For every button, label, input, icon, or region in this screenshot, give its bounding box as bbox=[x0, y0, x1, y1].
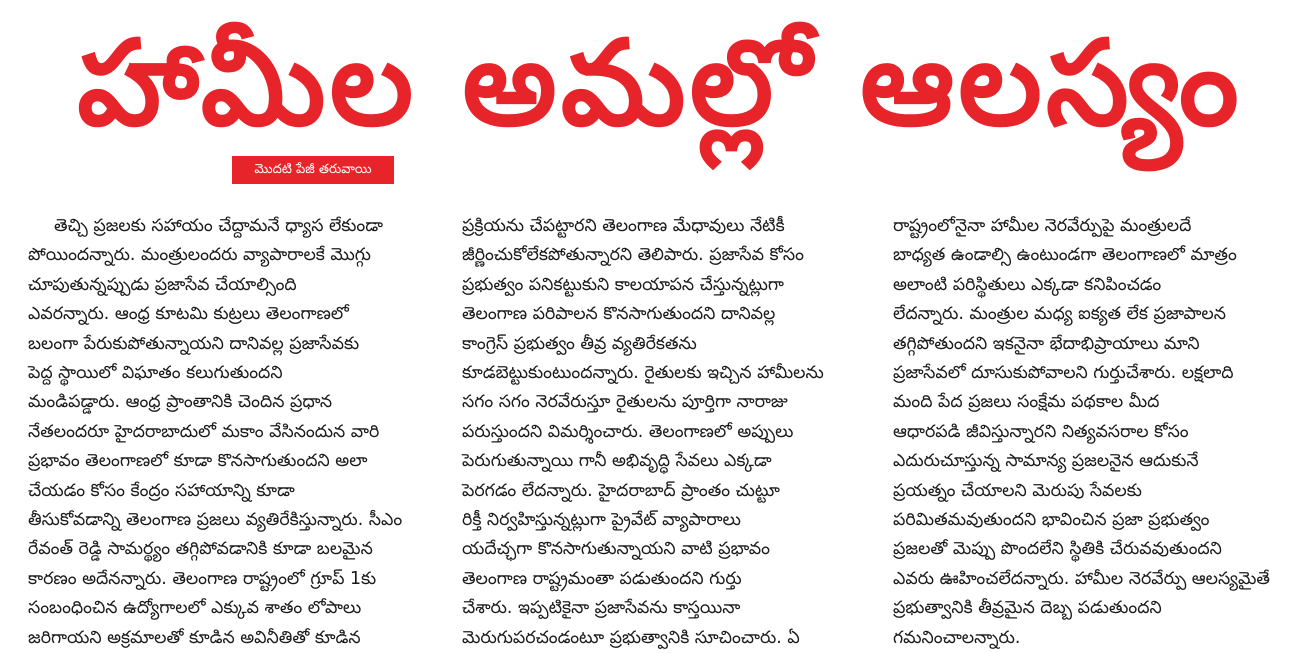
article-line: మండిపడ్డారు. ఆంధ్ర ప్రాంతానికి చెందిన ప్రధాన bbox=[28, 392, 333, 413]
article-line: రిక్తీ నిర్వహిస్తున్నట్లుగా ప్రైవేట్ వ్యాపారాలు bbox=[462, 510, 741, 531]
article-line: ప్రక్రియను చేపట్టారని తెలంగాణ మేధావులు నేటికీ bbox=[462, 216, 785, 236]
article-line: లేదన్నారు. మంత్రుల మధ్య ఐక్యత లేక ప్రజాపాలన bbox=[893, 304, 1226, 325]
article-column-3 bbox=[893, 212, 1297, 648]
article-line: పెరగడం లేదన్నారు. హైదరాబాద్ ప్రాంతం చుట్టూ bbox=[462, 480, 780, 501]
article-line: ప్రభుత్వం పనికట్టుకుని కాలయాపన చేస్తున్నట్లుగా bbox=[462, 274, 784, 295]
article-line: ఎవరు ఊహించలేదన్నారు. హామీల నెరవేర్పు ఆలస్యమైతే bbox=[893, 568, 1270, 589]
article-line: తగ్గిపోతుందని ఇకనైనా భేదాభిప్రాయాలు మాని bbox=[893, 333, 1200, 354]
article-line: యదేచ్ఛగా కొనసాగుతున్నాయని వాటి ప్రభావం bbox=[462, 539, 770, 560]
article-line: ప్రజలతో మెప్పు పొందలేని స్థితికి చేరువవుతుందని bbox=[893, 539, 1222, 560]
article-line: ప్రభావం తెలంగాణలో కూడా కొనసాగుతుందని అలా bbox=[28, 451, 368, 472]
continued-from-front-page-tag: మొదటి పేజీ తరువాయి bbox=[232, 156, 394, 184]
article-line: పెద్ద స్థాయిలో విఘాతం కలుగుతుందని bbox=[28, 363, 283, 384]
article-line: మంది పేద ప్రజలు సంక్షేమ పథకాల మీద bbox=[893, 392, 1160, 413]
article-line: రేవంత్ రెడ్డి సామర్థ్యం తగ్గిపోవడానికి కూడా బలమైన bbox=[28, 539, 373, 560]
article-line: తెలంగాణ రాష్ట్రమంతా పడుతుందని గుర్తు bbox=[462, 568, 742, 589]
article-column-1 bbox=[28, 212, 444, 648]
headline: హామీల అమల్లో ఆలస్యం bbox=[77, 14, 1243, 152]
article-line: కారణం అదేనన్నారు. తెలంగాణ రాష్ట్రంలో గ్రూప్ 1కు bbox=[28, 568, 377, 589]
article-line: జరిగాయని అక్రమాలతో కూడిన అవినీతితో కూడిన bbox=[28, 627, 361, 648]
article-line: ఆధారపడి జీవిస్తున్నారని నిత్యవసరాల కోసం bbox=[893, 421, 1189, 442]
article-line: తెచ్చి ప్రజలకు సహాయం చేద్దామనే ధ్యాస లేకుండా bbox=[54, 216, 383, 236]
article-line: పెరుగుతున్నాయి గానీ అభివృద్ధి సేవలు ఎక్కడా bbox=[462, 451, 772, 472]
article-line: మెరుగుపరచండంటూ ప్రభుత్వానికి సూచించారు. ఏ bbox=[462, 627, 800, 648]
article-line: ప్రజాసేవలో దూసుకుపోవాలని గుర్తుచేశారు. లక్షలాది bbox=[893, 363, 1234, 384]
article-line: కాంగ్రెస్ ప్రభుత్వం తీవ్ర వ్యతిరేకతను bbox=[462, 333, 697, 354]
article-line: చేయడం కోసం కేంద్రం సహాయాన్ని కూడా bbox=[28, 480, 295, 501]
article-line: గమనించాలన్నారు. bbox=[893, 627, 1021, 648]
article-line: పరుస్తుందని విమర్శించారు. తెలంగాణలో అప్పులు bbox=[462, 421, 794, 442]
article-line: అలాంటి పరిస్థితులు ఎక్కడా కనిపించడం bbox=[893, 274, 1162, 295]
article-line: కూడబెట్టుకుంటుందన్నారు. రైతులకు ఇచ్చిన హామీలను bbox=[462, 363, 824, 384]
article-line: తెలంగాణ పరిపాలన కొనసాగుతుందని దానివల్ల bbox=[462, 304, 776, 325]
article-line: ప్రయత్నం చేయాలని మెరుపు సేవలకు bbox=[893, 480, 1142, 501]
article-line: ఎవరన్నారు. ఆంధ్ర కూటమి కుట్రలు తెలంగాణలో bbox=[28, 304, 349, 325]
article-line: సగం సగం నెరవేరుస్తూ రైతులను పూర్తిగా నారాజు bbox=[462, 392, 788, 413]
article-line: రాష్ట్రంలోనైనా హామీల నెరవేర్పుపై మంత్రులదే bbox=[893, 216, 1192, 236]
article-line: బలంగా పేరుకుపోతున్నాయని దానివల్ల ప్రజాసేవకు bbox=[28, 333, 360, 354]
article-line: తీసుకోవడాన్ని తెలంగాణ ప్రజలు వ్యతిరేకిస్తున్నారు. సీఎం bbox=[28, 510, 403, 531]
article-line: పోయిందన్నారు. మంత్రులందరు వ్యాపారాలకే మొగ్గు bbox=[28, 245, 371, 266]
article-line: చూపుతున్నప్పుడు ప్రజాసేవ చేయాల్సింది bbox=[28, 274, 297, 295]
article-line: పరిమితమవుతుందని భావించిన ప్రజా ప్రభుత్వం bbox=[893, 510, 1210, 531]
article-line: ఎదురుచూస్తున్న సామాన్య ప్రజలనైన ఆదుకునే bbox=[893, 451, 1199, 472]
article-line: ప్రభుత్వానికి తీవ్రమైన దెబ్బ పడుతుందని bbox=[893, 598, 1162, 619]
article-line: నేతలందరూ హైదరాబాదులో మకాం వేసినందున వారి bbox=[28, 421, 380, 442]
article-line: చేశారు. ఇప్పటికైనా ప్రజాసేవను కాస్తయినా bbox=[462, 598, 741, 619]
article-column-2 bbox=[462, 212, 876, 648]
article-line: సంబంధించిన ఉద్యోగాలలో ఎక్కువ శాతం లోపాలు bbox=[28, 598, 362, 619]
article-line: బాధ్యత ఉండాల్సి ఉంటుండగా తెలంగాణలో మాత్రం bbox=[893, 245, 1237, 266]
article-line: జీర్ణించుకోలేకపోతున్నారని తెలిపారు. ప్రజాసేవ కోసం bbox=[462, 245, 804, 266]
